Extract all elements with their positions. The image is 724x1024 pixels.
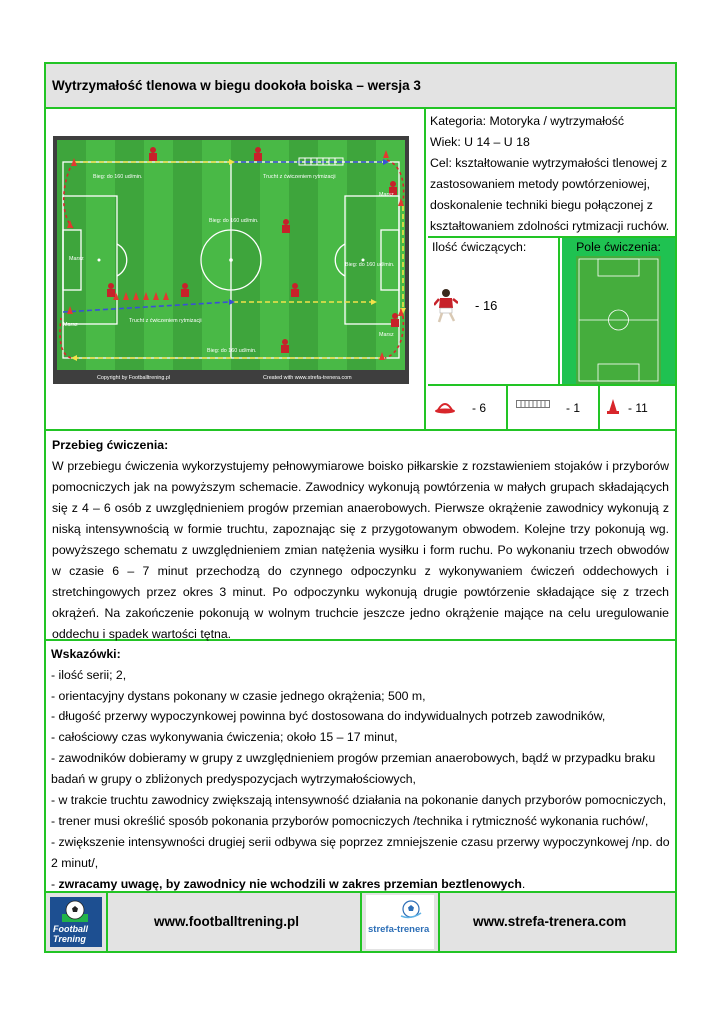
label-march-top-right: Marsz: [379, 192, 394, 198]
tips-heading: Wskazówki:: [51, 647, 121, 661]
field-box: [562, 238, 675, 384]
ladder-icon: [516, 400, 550, 408]
footer-divider: [106, 893, 108, 951]
players-label: Ilość ćwiczących:: [432, 240, 527, 254]
exercise-meta: [430, 111, 673, 236]
equipment-row: [428, 386, 675, 429]
info-cell: [428, 109, 675, 429]
tip-last-bold: zwracamy uwagę, by zawodnicy nie wchodzili w zakres przemian beztlenowych: [58, 876, 522, 891]
tip-item: - zawodników dobieramy w grupy z uwzględnieniem progów przemian anaerobowych, bądź w przypadku braku badań w grupy o zbliżonych predyspozycjach wytrzymałościowych,: [51, 751, 656, 787]
players-box: [428, 238, 560, 384]
cones-count: - 11: [628, 401, 648, 415]
label-created: Created with www.strefa-trenera.com: [263, 375, 352, 381]
course-text: W przebiegu ćwiczenia wykorzystujemy pełnowymiarowe boisko piłkarskie z rozstawieniem stojaków i przyborów pomocniczych jak na powyższym schemacie. Zawodnicy wykonują powtórzenia w małych grupach składających się z 4 – 6 osób z uwzględnieniem progów przemian anaerobowych. Pierwsze okrążenie zawodnicy wykonują z niską intensywnością w formie truchtu, zapoznając się z przygotowanym obwodem. Kolejne trzy pokonują wg. powyższego schematu z uwzględnieniem zmian natężenia wysiłku i form ruchu. Po wykonaniu trzech obwodów w czasie 6 – 7 minut przechodzą do czynnego odpoczynku z wykonywaniem ćwiczeń oddechowych i stretchingowych przez okres 3 minut. Po odpoczynku wykonują drugie powtórzenie składające się z trzech okrążeń. Na zakończenie pokonują w wolnym truchcie jeszcze jedno okrążenie mające na celu uregulowanie oddechu i spadek wartości tętna.: [52, 458, 669, 641]
ball-icon: [62, 900, 88, 922]
meta-category: Kategoria: Motoryka / wytrzymałość: [430, 114, 625, 128]
hurdles-count: - 6: [472, 401, 487, 415]
logo-left-line2: Trening: [53, 934, 86, 944]
player-icon: [434, 288, 458, 324]
label-run-middle: Bieg: do 160 ud/min.: [209, 218, 259, 224]
label-run-right: Bieg: do 160 ud/min.: [345, 262, 395, 268]
course-heading: Przebieg ćwiczenia:: [52, 438, 169, 452]
footballtrening-logo: [50, 897, 102, 947]
tip-item: - orientacyjny dystans pokonany w czasie jednego okrążenia; 500 m,: [51, 688, 426, 703]
mini-pitch-icon: [576, 256, 661, 384]
meta-goal-2: zastosowaniem metody powtórzeniowej,: [430, 176, 651, 191]
counts-block: [428, 236, 675, 386]
exercise-sheet: [44, 62, 677, 953]
tip-item: - zwiększenie intensywności drugiej serii odbywa się poprzez zmniejszenie czasu przerwy wypoczynkowej /np. do 2 minut/,: [51, 834, 670, 870]
cone-hurdle-icon: [434, 400, 456, 414]
meta-age: Wiek: U 14 – U 18: [430, 134, 530, 149]
tip-item: - w trakcie truchtu zawodnicy zwiększają intensywność działania na pokonanie danych przyborów pomocniczych,: [51, 793, 667, 808]
top-block: [46, 109, 675, 431]
label-jog-top: Trucht z ćwiczeniem rytmizacji: [263, 174, 336, 180]
logo-right-text: strefa-trenera: [368, 924, 430, 935]
label-march-bottom-left: Marsz: [63, 322, 78, 328]
equipment-cones: [602, 386, 675, 429]
page-title: Wytrzymałość tlenowa w biegu dookoła boiska – wersja 3: [52, 78, 421, 93]
label-run-top: Bieg: do 160 ud/min.: [93, 174, 143, 180]
equipment-ladder: [510, 386, 600, 429]
strefa-trenera-link[interactable]: www.strefa-trenera.com: [473, 914, 627, 929]
tips-section: [46, 641, 675, 893]
tip-item-last: [51, 874, 670, 895]
ladder-count: - 1: [566, 401, 581, 415]
tip-item: - trener musi określić sposób pokonania przyborów pomocniczych /technika i rytmiczność wykonania ruchów/,: [51, 813, 649, 828]
tip-last-suffix: .: [521, 876, 526, 891]
title-row: [46, 64, 675, 109]
footer: [46, 893, 675, 951]
field-label: Pole ćwiczenia:: [576, 240, 661, 254]
label-march-bottom-right: Marsz: [379, 332, 394, 338]
label-jog-bottom: Trucht z ćwiczeniem rytmizacji: [129, 318, 202, 324]
ball-swoosh-icon: [400, 898, 422, 920]
tip-item: - całościowy czas wykonywania ćwiczenia; około 15 – 17 minut,: [51, 730, 398, 745]
label-copyright: Copyright by Footballtrening.pl: [97, 375, 171, 381]
tip-item: - ilość serii; 2,: [51, 667, 127, 682]
players-count: - 16: [475, 298, 498, 313]
label-run-bottom: Bieg: do 160 ud/min.: [207, 348, 257, 354]
meta-goal-1: Cel: kształtowanie wytrzymałości tlenowej z: [430, 155, 668, 170]
logo-left-line1: Football: [53, 924, 88, 934]
footballtrening-link[interactable]: www.footballtrening.pl: [154, 914, 299, 929]
meta-goal-3: doskonalenie techniki biegu połączonej z: [430, 197, 653, 212]
label-march-left: Marsz: [69, 256, 84, 262]
diagram-cell: [46, 109, 426, 429]
pitch-diagram: [53, 136, 409, 384]
strefa-trenera-logo: [366, 895, 434, 949]
tips-list: [51, 665, 670, 895]
course-section: [46, 431, 675, 641]
tip-last-prefix: -: [51, 876, 59, 891]
equipment-hurdles: [428, 386, 508, 429]
cone-icon: [606, 398, 620, 414]
tip-item: - długość przerwy wypoczynkowej powinna być dostosowana do indywidualnych potrzeb zawodników,: [51, 709, 606, 724]
footer-divider: [360, 893, 362, 951]
footer-divider: [438, 893, 440, 951]
meta-goal-4: kształtowaniem zdolności rytmizacji ruchów.: [430, 218, 670, 233]
